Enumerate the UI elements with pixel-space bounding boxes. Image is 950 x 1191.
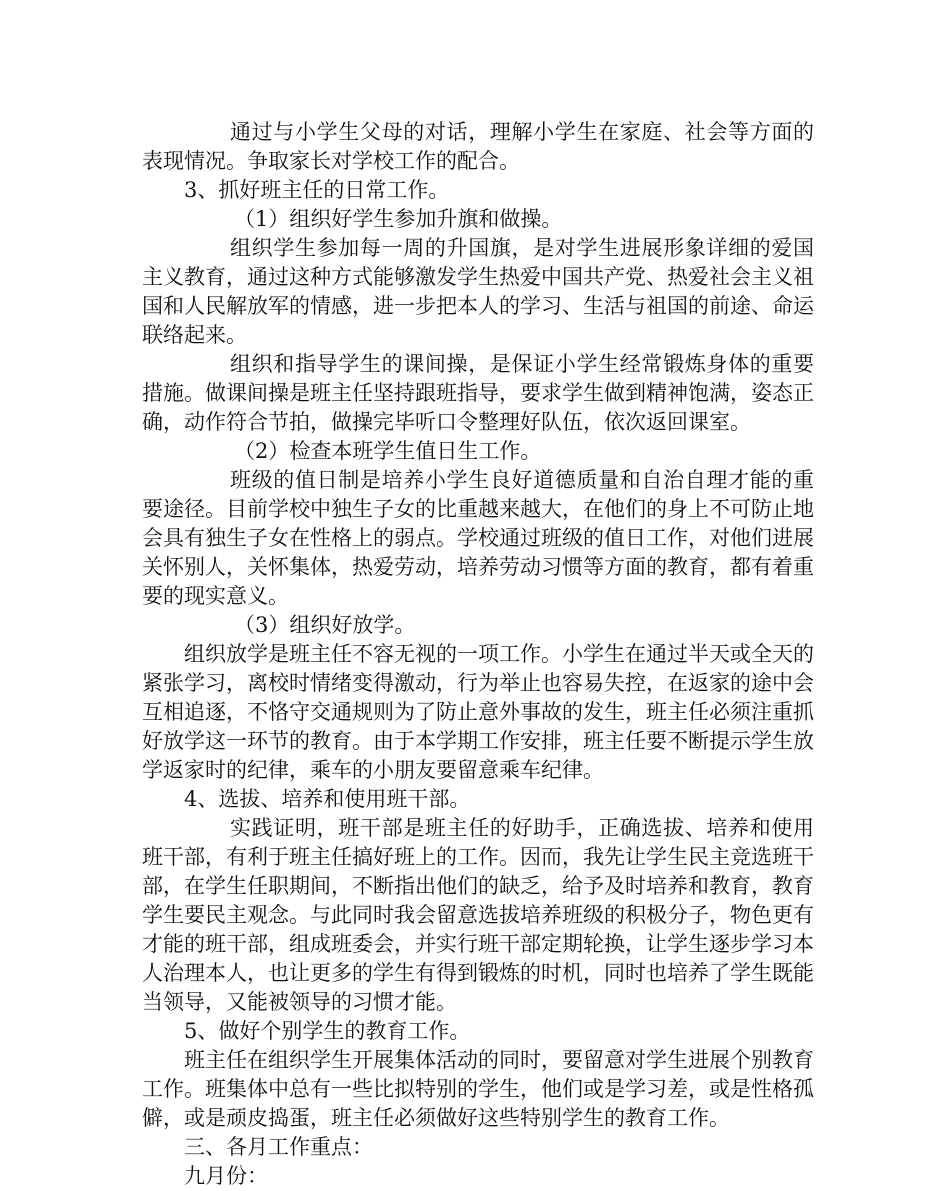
paragraph-flag-raising: 组织学生参加每一周的升国旗，是对学生进展形象详细的爱国主义教育，通过这种方式能够激发学生热爱中国共产党、热爱社会主义祖国和人民解放军的情感，进一步把本人的学习、生活与祖国的前途、命运联络起来。 — [142, 236, 814, 347]
heading-class-cadres: 4、选拔、培养和使用班干部。 — [184, 787, 471, 811]
heading-daily-work: 3、抓好班主任的日常工作。 — [184, 178, 450, 202]
heading-individual-education: 5、做好个别学生的教育工作。 — [184, 1019, 471, 1043]
heading-monthly-focus: 三、各月工作重点： — [184, 1135, 373, 1159]
subheading-flag-exercise: （1）组织好学生参加升旗和做操。 — [234, 207, 563, 231]
heading-september: 九月份： — [184, 1164, 268, 1188]
paragraph-exercise: 组织和指导学生的课间操，是保证小学生经常锻炼身体的重要措施。做课间操是班主任坚持跟班指导，要求学生做到精神饱满，姿态正确，动作符合节拍，做操完毕听口令整理好队伍，依次返回课室。 — [142, 352, 814, 434]
paragraph-parent-communication: 通过与小学生父母的对话，理解小学生在家庭、社会等方面的表现情况。争取家长对学校工作的配合。 — [142, 120, 814, 173]
subheading-duty-check: （2）检查本班学生值日生工作。 — [234, 439, 542, 463]
paragraph-class-cadres: 实践证明，班干部是班主任的好助手，正确选拔、培养和使用班干部，有利于班主任搞好班上的工作。因而，我先让学生民主竞选班干部，在学生任职期间，不断指出他们的缺乏，给予及时培养和教育，教育学生要民主观念。与此同时我会留意选拔培养班级的积极分子，物色更有才能的班干部，组成班委会，并实行班干部定期轮换，让学生逐步学习本人治理本人，也让更多的学生有得到锻炼的时机，同时也培养了学生既能当领导，又能被领导的习惯才能。 — [142, 816, 814, 1014]
paragraph-individual-education: 班主任在组织学生开展集体活动的同时，要留意对学生进展个别教育工作。班集体中总有一些比拟特别的学生，他们或是学习差，或是性格孤僻，或是顽皮捣蛋，班主任必须做好这些特别学生的教育工作。 — [142, 1048, 814, 1130]
paragraph-duty-system: 班级的值日制是培养小学生良好道德质量和自治自理才能的重要途径。目前学校中独生子女的比重越来越大，在他们的身上不可防止地会具有独生子女在性格上的弱点。学校通过班级的值日工作，对他们进展关怀别人，关怀集体，热爱劳动，培养劳动习惯等方面的教育，都有着重要的现实意义。 — [142, 468, 814, 608]
paragraph-dismissal: 组织放学是班主任不容无视的一项工作。小学生在通过半天或全天的紧张学习，离校时情绪变得激动，行为举止也容易失控，在返家的途中会互相追逐，不恪守交通规则为了防止意外事故的发生，班主任必须注重抓好放学这一环节的教育。由于本学期工作安排，班主任要不断提示学生放学返家时的纪律，乘车的小朋友要留意乘车纪律。 — [142, 642, 814, 782]
document-page — [142, 118, 814, 1191]
subheading-dismissal: （3）组织好放学。 — [234, 613, 416, 637]
